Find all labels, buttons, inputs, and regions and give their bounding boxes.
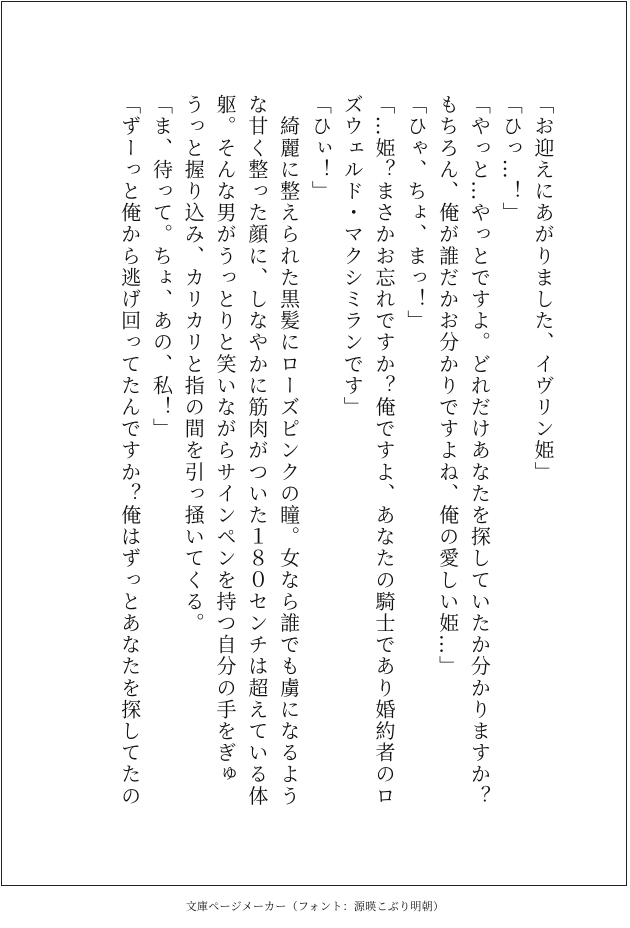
text-line: 「ずーっと俺から逃げ回ってたんですか？俺はずっとあなたを探してたの bbox=[117, 94, 142, 807]
text-line: 躯。そんな男がうっとりと笑いながらサインペンを持つ自分の手をぎゅ bbox=[213, 94, 238, 786]
text-line: うっと握り込み、カリカリと指の間を引っ掻いてくる。 bbox=[181, 94, 206, 634]
text-line: ズウェルド・マクシミランです」 bbox=[340, 94, 365, 418]
footer-credit: 文庫ページメーカー（フォント：源暎こぶり明朝） bbox=[185, 900, 445, 913]
text-line: 綺麗に整えられた黒髪にローズピンクの瞳。女なら誰でも虜になるよう bbox=[276, 94, 301, 807]
text-line: 「…姫？まさかお忘れですか？俺ですよ、あなたの騎士であり婚約者のロ bbox=[372, 94, 397, 807]
text-line: 「お迎えにあがりました、イヴリン姫」 bbox=[531, 94, 555, 483]
text-line: もちろん、俺が誰だかお分かりですよね、俺の愛しい姫…」 bbox=[435, 94, 460, 678]
text-line: 「ひっ…！」 bbox=[499, 94, 524, 224]
text-line: 「ひゃ、ちょ、まっ！」 bbox=[403, 94, 428, 332]
text-line: 「やっと…やっとですよ。どれだけあなたを探していたか分かりますか？ bbox=[467, 94, 492, 807]
text-line: な甘く整った顔に、しなやかに筋肉がついた１８０センチは超えている体 bbox=[244, 94, 269, 807]
text-line: 「ま、待って。ちょ、あの、私！」 bbox=[149, 94, 174, 440]
page-frame bbox=[1, 1, 627, 886]
text-line: 「ひぃ！」 bbox=[308, 94, 333, 202]
vertical-text-body bbox=[72, 94, 558, 818]
